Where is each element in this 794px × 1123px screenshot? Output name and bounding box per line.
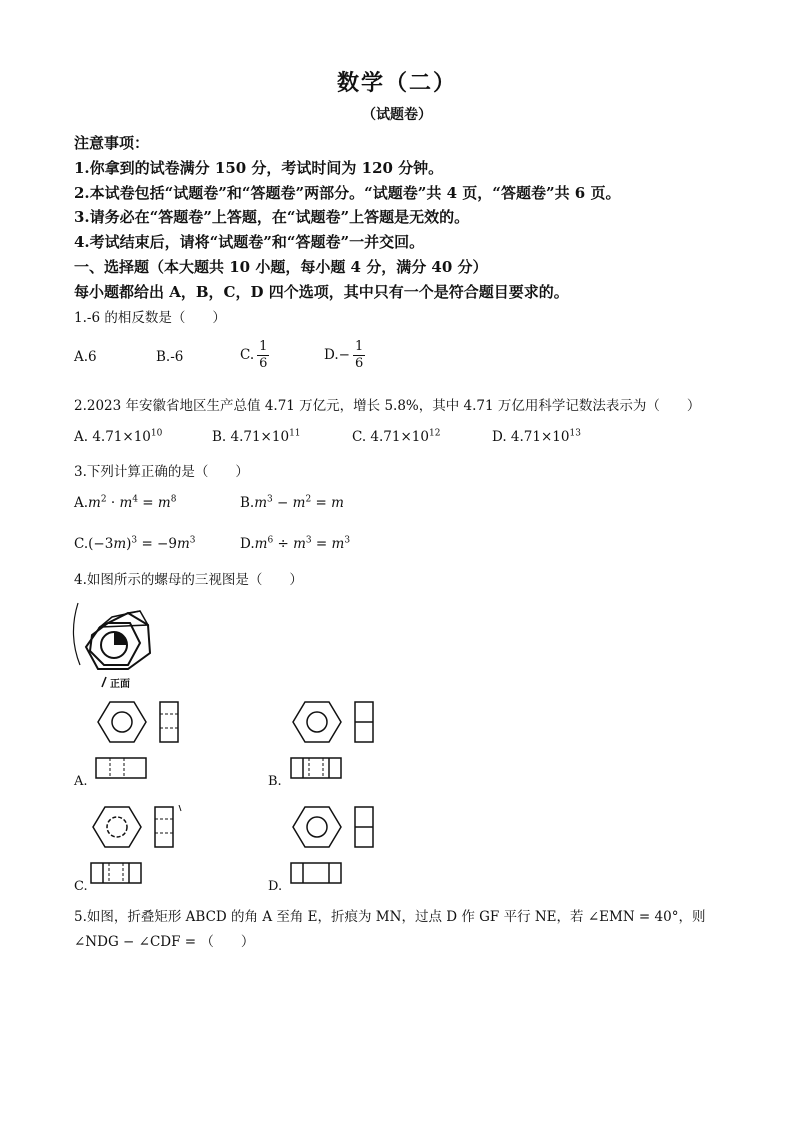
question-4-stem: 4.如图所示的螺母的三视图是（ ） [74, 572, 303, 588]
q1-option-a: A.6 [74, 349, 97, 365]
q4-option-b-label: B. [268, 774, 282, 789]
page-title: 数学（二） [336, 70, 457, 96]
notice-item-3: 3.请务必在“答题卷”上答题，在“试题卷”上答题是无效的。 [74, 208, 470, 226]
q3-option-d: $D.m^6 \div m^3 = m^3$ [240, 535, 351, 552]
fraction: $\frac{1}{6}$ [354, 339, 364, 371]
section-instruction: 每小题都给出 A，B，C，D 四个选项，其中只有一个是符合题目要求的。 [74, 283, 569, 301]
question-2-stem: 2.2023 年安徽省地区生产总值 4.71 万亿元，增长 5.8%，其中 4.71 万亿用科学记数法表示为（ ） [74, 398, 701, 414]
q2-option-d: D. $4.71\times 10^{13}$ [492, 428, 581, 445]
question-3-stem: 3.下列计算正确的是（ ） [74, 464, 249, 480]
q4-option-c-views [85, 805, 195, 890]
q3-option-c: $C.(-3m)^3 = -9m^3$ [74, 535, 196, 552]
question-5-stem-line-1: 5.如图，折叠矩形 ABCD 的角 A 至角 E，折痕为 MN，过点 D 作 GF 平行 NE，若 ∠EMN = 40°，则 [74, 909, 706, 925]
q4-option-a-views [90, 700, 190, 785]
q4-option-d-label: D. [268, 879, 283, 894]
section-heading: 一、选择题（本大题共 10 小题，每小题 4 分，满分 40 分） [74, 258, 488, 276]
q1-option-b: B.-6 [156, 349, 184, 365]
notice-item-1: 1.你拿到的试卷满分 150 分，考试时间为 120 分钟。 [74, 159, 444, 177]
notice-heading: 注意事项： [74, 134, 150, 152]
q3-option-b: $B.m^3 - m^2 = m$ [240, 494, 344, 511]
q2-option-a: A. $4.71\times 10^{10}$ [74, 428, 163, 445]
fraction: $\frac{1}{6}$ [259, 339, 268, 371]
q1-option-c: C. $\frac{1}{6}$ [240, 339, 268, 371]
q2-option-c: C. $4.71\times 10^{12}$ [352, 428, 441, 445]
q4-option-c-label: C. [74, 879, 88, 894]
q3-option-a: $A.m^2 \cdot m^4 = m^8$ [74, 494, 177, 511]
q1-option-d: D.− $\frac{1}{6}$ [324, 339, 364, 371]
notice-item-2: 2.本试卷包括“试题卷”和“答题卷”两部分。“试题卷”共 4 页，“答题卷”共 6 页。 [74, 184, 621, 202]
q4-option-b-views [285, 700, 385, 785]
question-1-stem: 1.-6 的相反数是（ ） [74, 310, 226, 326]
q4-option-a-label: A. [74, 774, 88, 789]
q2-option-b: B. $4.71\times 10^{11}$ [212, 428, 301, 445]
page-subtitle: （试题卷） [362, 107, 432, 123]
question-5-stem-line-2: ∠NDG − ∠CDF = （ ） [74, 934, 255, 950]
notice-item-4: 4.考试结束后，请将“试题卷”和“答题卷”一并交回。 [74, 233, 425, 251]
q4-option-d-views [285, 805, 385, 890]
front-view-label: 正面 [110, 679, 130, 690]
